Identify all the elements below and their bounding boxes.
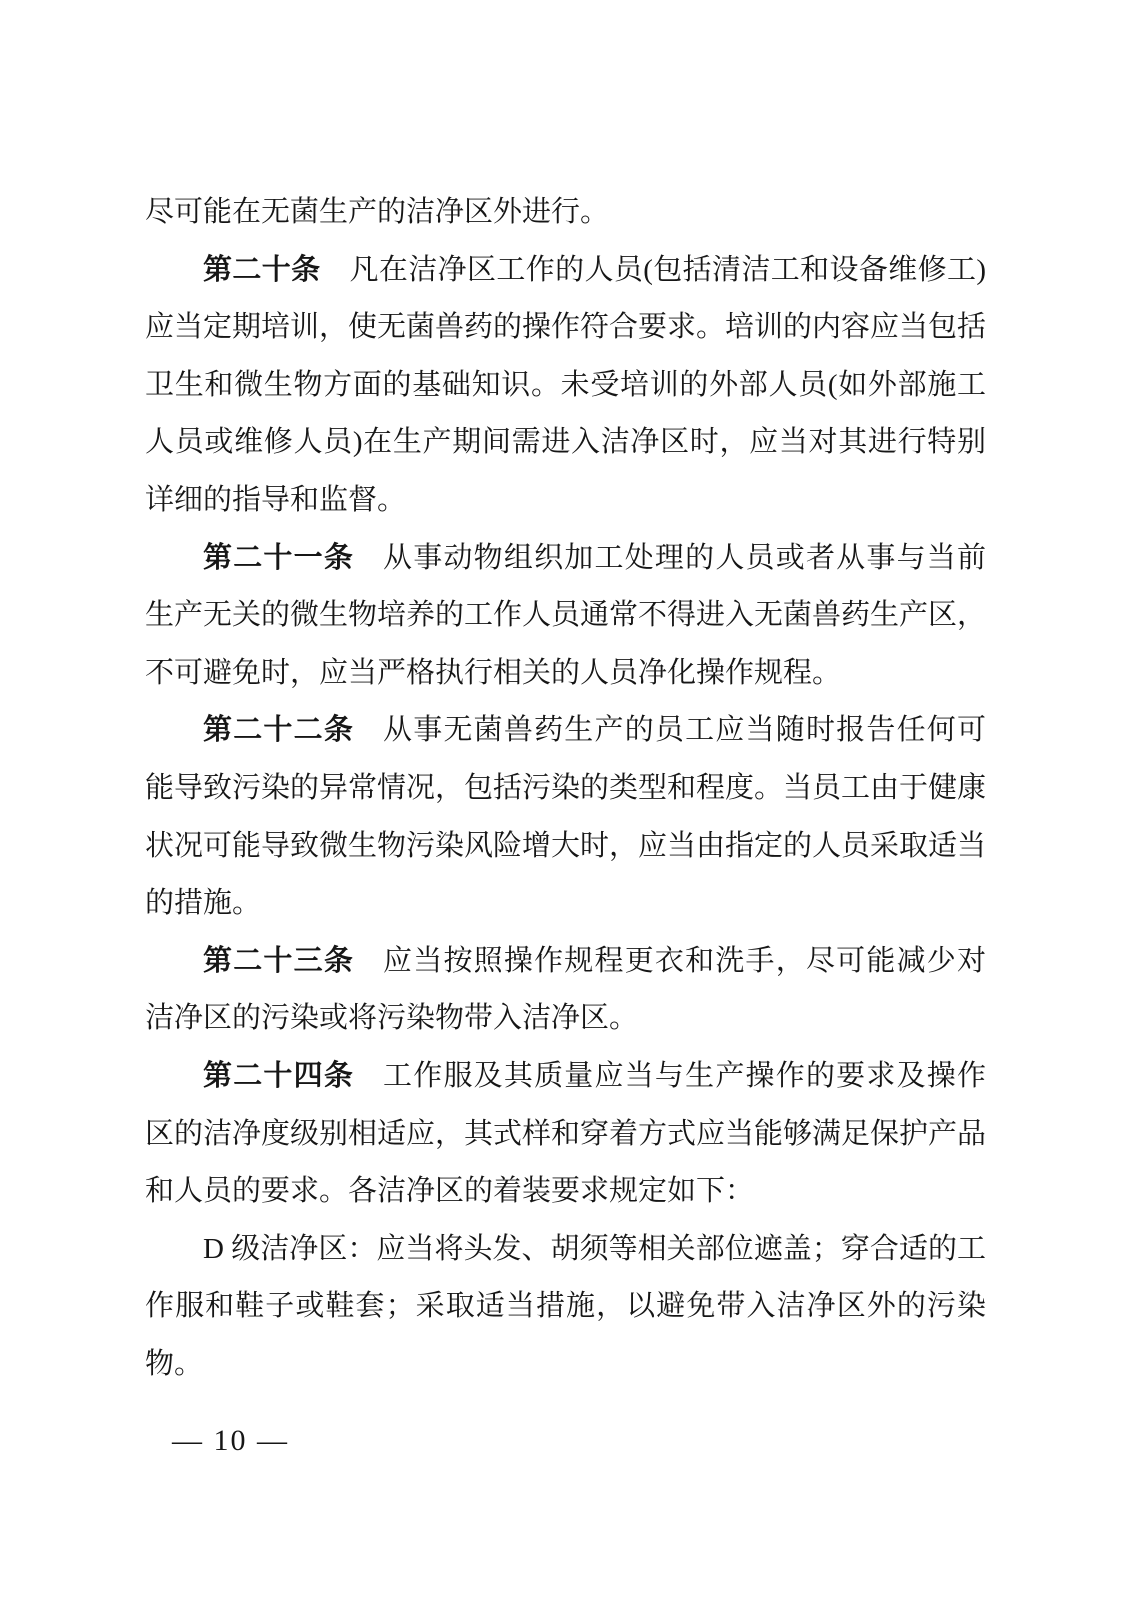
article-20-text: 凡在洁净区工作的人员(包括清洁工和设备维修工)应当定期培训，使无菌兽药的操作符合要求。培训的内容应当包括卫生和微生物方面的基础知识。未受培训的外部人员(如外部施工人员或维修人员)在生产期间需进入洁净区时，应当对其进行特别详细的指导和监督。	[145, 253, 987, 516]
article-23-number: 第二十三条	[203, 944, 355, 977]
article-24-text: 工作服及其质量应当与生产操作的要求及操作区的洁净度级别相适应，其式样和穿着方式应当能够满足保护产品和人员的要求。各洁净区的着装要求规定如下：	[145, 1059, 987, 1208]
page-footer	[172, 1424, 289, 1458]
paragraph-article-22	[145, 702, 986, 932]
article-20-number: 第二十条	[203, 253, 321, 286]
paragraph-article-23	[145, 933, 986, 1048]
paragraph-continuation	[145, 184, 986, 242]
paragraph-grade-d	[145, 1221, 986, 1394]
article-22-text: 从事无菌兽药生产的员工应当随时报告任何可能导致污染的异常情况，包括污染的类型和程度。当员工由于健康状况可能导致微生物污染风险增大时，应当由指定的人员采取适当的措施。	[145, 714, 987, 920]
article-23-text: 应当按照操作规程更衣和洗手，尽可能减少对洁净区的污染或将污染物带入洁净区。	[145, 944, 986, 1035]
document-body	[145, 184, 986, 1393]
article-22-number: 第二十二条	[203, 714, 355, 747]
paragraph-article-24	[145, 1048, 986, 1221]
article-21-text: 从事动物组织加工处理的人员或者从事与当前生产无关的微生物培养的工作人员通常不得进入无菌兽药生产区，不可避免时，应当严格执行相关的人员净化操作规程。	[145, 541, 987, 689]
article-24-number: 第二十四条	[203, 1059, 355, 1092]
grade-d-text: D 级洁净区：应当将头发、胡须等相关部位遮盖；穿合适的工作服和鞋子或鞋套；采取适当措施，以避免带入洁净区外的污染物。	[145, 1232, 986, 1380]
article-21-number: 第二十一条	[203, 541, 355, 574]
paragraph-article-20	[145, 242, 986, 530]
page-number: — 10 —	[172, 1424, 289, 1457]
paragraph-text: 尽可能在无菌生产的洁净区外进行。	[145, 196, 610, 228]
paragraph-article-21	[145, 530, 986, 703]
